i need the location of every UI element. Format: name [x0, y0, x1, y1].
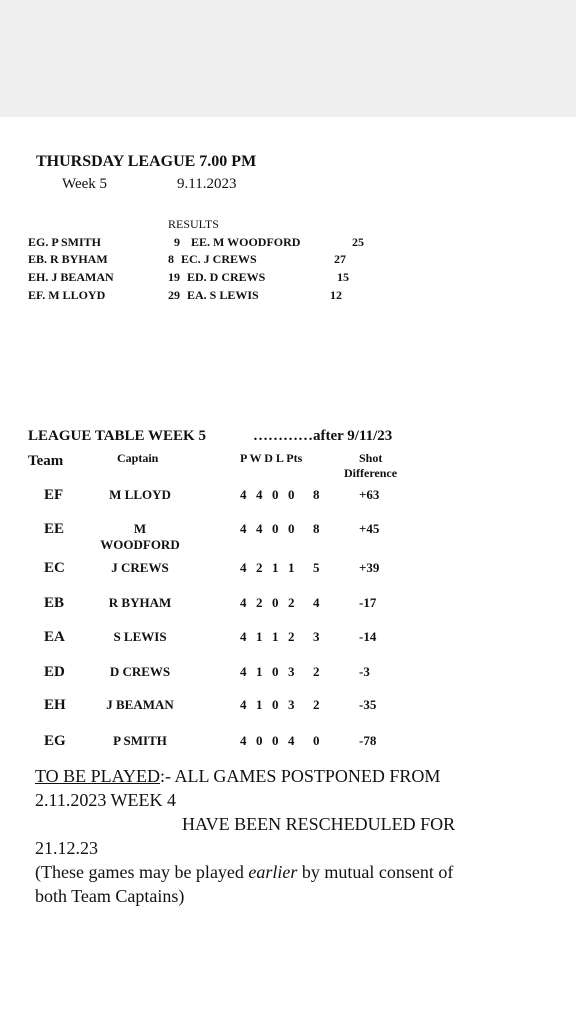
- row-shot-difference: -14: [359, 629, 377, 644]
- notice-line-6: both Team Captains): [35, 886, 185, 906]
- row-p: 4: [240, 697, 247, 712]
- row-d: 1: [272, 560, 279, 575]
- row-w: 1: [256, 697, 263, 712]
- row-captain: D CREWS: [109, 664, 171, 679]
- row-d: 0: [272, 595, 279, 610]
- row-pts: 4: [313, 595, 320, 610]
- row-d: 0: [272, 521, 279, 536]
- row-w: 2: [256, 595, 263, 610]
- league-title: THURSDAY LEAGUE 7.00 PM: [36, 153, 257, 170]
- header-shot: Shot: [359, 451, 383, 465]
- row-team: EH: [44, 697, 66, 713]
- result-away-team: EE. M WOODFORD: [191, 235, 301, 249]
- header-captain: Captain: [117, 451, 159, 465]
- notice-line-5-a: (These games may be played: [35, 862, 249, 882]
- notice-line-1: [35, 764, 440, 788]
- row-shot-difference: +39: [359, 560, 380, 575]
- row-team: ED: [44, 664, 65, 680]
- result-away-score: 27: [334, 252, 346, 266]
- row-w: 1: [256, 664, 263, 679]
- row-pts: 2: [313, 697, 320, 712]
- row-team: EA: [44, 629, 65, 645]
- result-home-score: 8: [168, 252, 174, 266]
- result-home-score: 19: [168, 270, 180, 284]
- row-l: 0: [288, 521, 295, 536]
- row-shot-difference: -78: [359, 733, 377, 748]
- result-home-team: EB. R BYHAM: [28, 252, 108, 266]
- table-title: LEAGUE TABLE WEEK 5: [28, 428, 206, 444]
- row-shot-difference: -3: [359, 664, 370, 679]
- result-home-team: EF. M LLOYD: [28, 288, 106, 302]
- row-w: 4: [256, 487, 263, 502]
- row-p: 4: [240, 595, 247, 610]
- row-team: EC: [44, 560, 65, 576]
- result-away-score: 12: [330, 288, 342, 302]
- row-captain: M: [133, 521, 147, 536]
- notice-line-2: 2.11.2023 WEEK 4: [35, 790, 176, 810]
- row-pts: 2: [313, 664, 320, 679]
- notice-line-4: 21.12.23: [35, 838, 98, 858]
- results-heading: RESULTS: [168, 217, 219, 231]
- row-p: 4: [240, 521, 247, 536]
- week-date: 9.11.2023: [177, 176, 237, 192]
- result-home-score: 29: [168, 288, 180, 302]
- row-p: 4: [240, 487, 247, 502]
- row-l: 4: [288, 733, 295, 748]
- result-away-team: EC. J CREWS: [181, 252, 257, 266]
- header-pwdl: P W D L Pts: [240, 451, 303, 465]
- result-away-score: 15: [337, 270, 349, 284]
- week-label: Week 5: [62, 176, 108, 192]
- table-after-date: …………after 9/11/23: [253, 428, 393, 444]
- row-d: 1: [272, 629, 279, 644]
- row-shot-difference: -35: [359, 697, 377, 712]
- row-l: 3: [288, 697, 295, 712]
- row-shot-difference: +45: [359, 521, 380, 536]
- result-away-team: EA. S LEWIS: [187, 288, 259, 302]
- row-p: 4: [240, 733, 247, 748]
- row-p: 4: [240, 664, 247, 679]
- notice-line-5-b: by mutual consent of: [297, 862, 454, 882]
- top-bar: [0, 0, 576, 117]
- row-d: 0: [272, 733, 279, 748]
- row-l: 1: [288, 560, 295, 575]
- row-captain: J BEAMAN: [106, 697, 174, 712]
- row-captain: M LLOYD: [109, 487, 171, 502]
- row-team: EG: [44, 733, 66, 749]
- row-captain: S LEWIS: [113, 629, 167, 644]
- row-l: 3: [288, 664, 295, 679]
- row-w: 2: [256, 560, 263, 575]
- row-team: EB: [44, 595, 65, 611]
- row-l: 2: [288, 595, 295, 610]
- row-w: 0: [256, 733, 263, 748]
- row-pts: 3: [313, 629, 320, 644]
- row-d: 0: [272, 664, 279, 679]
- result-home-team: EH. J BEAMAN: [28, 270, 114, 284]
- row-pts: 8: [313, 521, 320, 536]
- notice-line-5-em: earlier: [248, 862, 298, 882]
- row-team: EF: [44, 487, 64, 503]
- row-pts: 5: [313, 560, 320, 575]
- row-p: 4: [240, 560, 247, 575]
- row-captain: P SMITH: [113, 733, 167, 748]
- row-d: 0: [272, 487, 279, 502]
- header-team: Team: [28, 453, 64, 469]
- row-shot-difference: -17: [359, 595, 377, 610]
- row-p: 4: [240, 629, 247, 644]
- row-captain: J CREWS: [111, 560, 169, 575]
- notice-line-1-text: :- ALL GAMES POSTPONED FROM: [160, 766, 441, 786]
- row-pts: 0: [313, 733, 320, 748]
- row-l: 0: [288, 487, 295, 502]
- notice-line-3: HAVE BEEN RESCHEDULED FOR: [182, 814, 456, 834]
- header-difference: Difference: [344, 466, 398, 480]
- row-w: 1: [256, 629, 263, 644]
- row-shot-difference: +63: [359, 487, 380, 502]
- result-home-score: 9: [174, 235, 180, 249]
- row-team: EE: [44, 521, 65, 537]
- row-captain: R BYHAM: [108, 595, 172, 610]
- row-pts: 8: [313, 487, 320, 502]
- result-home-team: EG. P SMITH: [28, 235, 102, 249]
- notice-line-5: [35, 860, 453, 884]
- result-away-team: ED. D CREWS: [187, 270, 266, 284]
- row-captain-line-2: WOODFORD: [100, 537, 180, 552]
- row-d: 0: [272, 697, 279, 712]
- result-away-score: 25: [352, 235, 364, 249]
- row-w: 4: [256, 521, 263, 536]
- row-l: 2: [288, 629, 295, 644]
- to-be-played-label: TO BE PLAYED: [35, 766, 161, 786]
